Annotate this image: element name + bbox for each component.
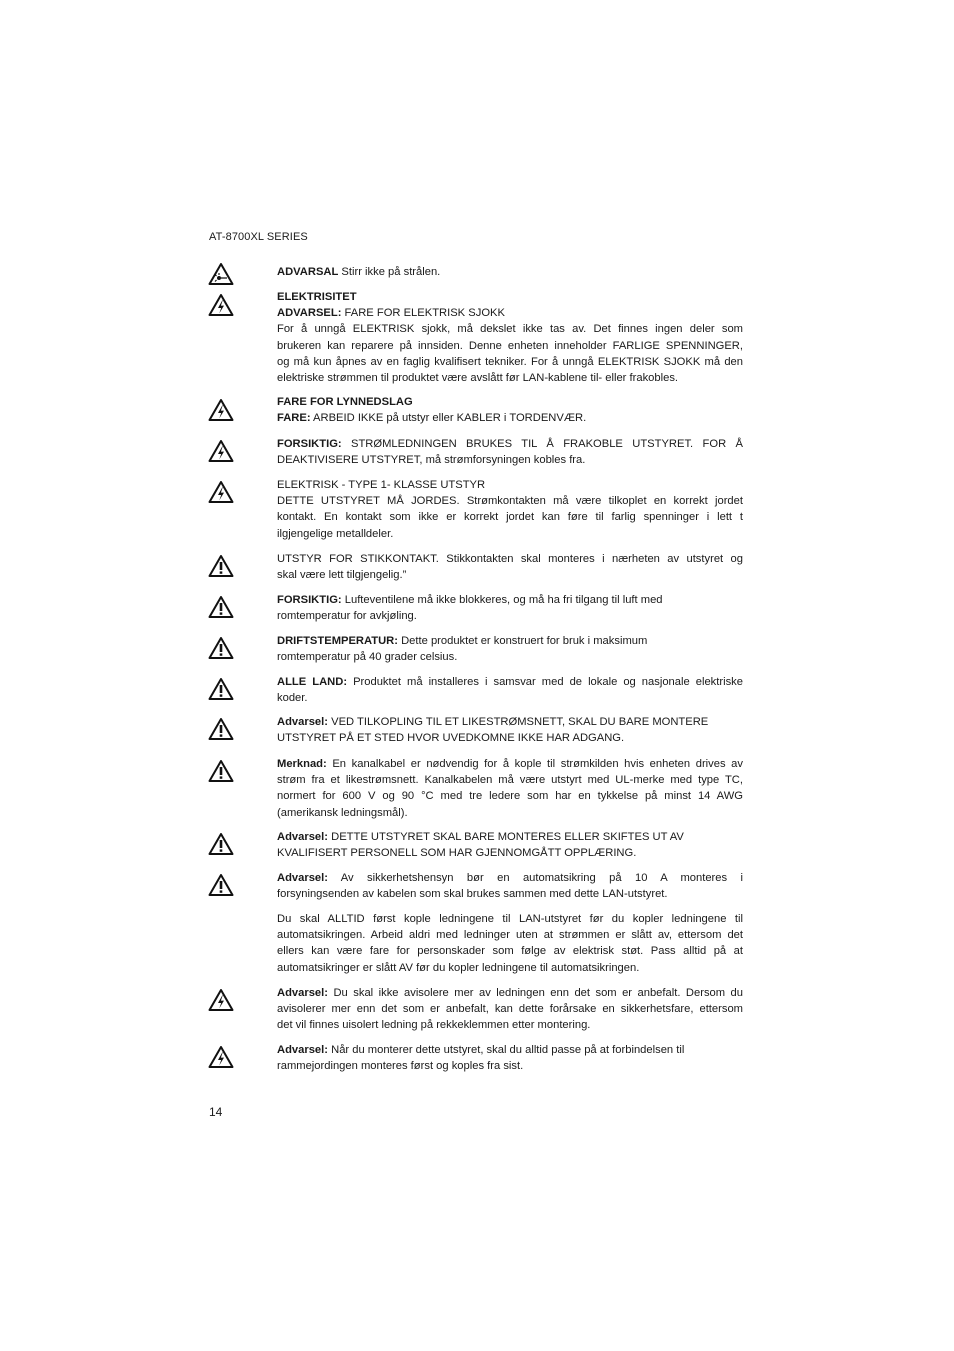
caution-icon: [208, 595, 234, 619]
bold-label: ELEKTRISITET: [277, 291, 357, 303]
warning-text-block: [277, 1042, 743, 1074]
warning-text-block: [277, 477, 743, 542]
warning-text-block: [277, 264, 743, 280]
caution-icon: [208, 636, 234, 660]
bold-label: ADVARSEL:: [277, 307, 342, 320]
text-line: [277, 730, 743, 746]
body-text: brukeren kan reparere på innsiden. Denne enheten inneholder FARLIGE SPENNINGER,: [277, 339, 743, 352]
bold-label: Advarsel:: [277, 872, 328, 884]
text-line: [277, 649, 743, 665]
lightning-warning-icon: [208, 398, 234, 422]
text-line: [277, 338, 743, 354]
body-text: DEAKTIVISERE UTSTYRET, må strømforsyningen kobles fra.: [277, 454, 586, 467]
text-line: [277, 370, 743, 386]
text-line: [277, 477, 743, 493]
caution-icon: [208, 832, 234, 856]
body-text: romtemperatur for avkjøling.: [277, 610, 417, 623]
electric-shock-warning-icon: [208, 1045, 234, 1069]
bold-label: Advarsel:: [277, 987, 328, 999]
body-text: forsyningsenden av kabelen som skal brukes sammen med dette LAN-utstyret.: [277, 888, 668, 901]
text-line: [277, 886, 743, 902]
caution-icon: [208, 759, 234, 783]
text-line: [277, 551, 743, 567]
text-line: [277, 756, 743, 772]
text-line: [277, 436, 743, 452]
body-text: UTSTYRET PÅ ET STED HVOR UVEDKOMNE IKKE HAR ADGANG.: [277, 732, 625, 745]
warning-text-block: [277, 289, 743, 386]
body-text: DETTE UTSTYRET SKAL BARE MONTERES ELLER SKIFTES UT AV: [328, 831, 684, 843]
laser-warning-icon: [208, 262, 234, 286]
text-line: [277, 845, 743, 861]
text-line: [277, 509, 743, 525]
text-line: [277, 1001, 743, 1017]
text-line: [277, 633, 743, 649]
text-line: [277, 985, 743, 1001]
body-text: (amerikansk ledningsmål).: [277, 806, 408, 819]
electric-shock-warning-icon: [208, 293, 234, 317]
text-line: [277, 829, 743, 845]
text-line: [277, 943, 743, 959]
electric-shock-warning-icon: [208, 439, 234, 463]
body-text: For å unngå ELEKTRISK sjokk, må dekslet ikke tas av. Det finnes ingen deler som: [277, 323, 743, 336]
text-line: [277, 1058, 743, 1074]
bold-label: FORSIKTIG:: [277, 594, 342, 606]
text-line: [277, 805, 743, 821]
warning-text-block: [277, 829, 743, 861]
body-text: Produktet må installeres i samsvar med de lokale og nasjonale elektriske: [347, 676, 743, 688]
text-line: [277, 960, 743, 976]
text-line: [277, 1042, 743, 1058]
bold-label: Advarsel:: [277, 1044, 328, 1056]
body-text: Du skal ALLTID først kople ledningene til LAN-utstyret før du kopler ledningene til: [277, 913, 743, 925]
page-number: 14: [209, 1105, 223, 1119]
body-text: kontakt. En kontakt som ikke er korrekt jordet kan føre til farlig spenninger i lett t: [277, 511, 743, 524]
text-line: [277, 526, 743, 542]
text-line: [277, 674, 743, 690]
text-line: [277, 493, 743, 509]
warning-text-block: [277, 436, 743, 468]
body-text: Når du monterer dette utstyret, skal du alltid passe på at forbindelsen til: [328, 1044, 685, 1056]
caution-icon: [208, 873, 234, 897]
warning-text-block: [277, 714, 743, 746]
bold-label: ALLE LAND:: [277, 676, 348, 688]
bold-label: FORSIKTIG:: [277, 438, 342, 450]
text-line: [277, 927, 743, 943]
body-text: normert for 600 V og 90 °C med tre ledere som har en tykkelse på minst 14 AWG: [277, 790, 743, 803]
text-line: [277, 911, 743, 927]
body-text: Du skal ikke avisolere mer av ledningen enn det som er anbefalt. Dersom du: [328, 987, 743, 999]
body-text: skal være lett tilgjengelig.”: [277, 569, 407, 582]
body-text: Stirr ikke på strålen.: [338, 266, 441, 278]
text-line: [277, 452, 743, 468]
body-text: strøm fra et likestrømsnett. Kanalkabelen må være utstyrt med UL-merke med type TC,: [277, 774, 743, 787]
warning-text-block: [277, 911, 743, 976]
text-line: [277, 354, 743, 370]
text-line: [277, 608, 743, 624]
body-text: UTSTYR FOR STIKKONTAKT. Stikkontakten skal monteres i nærheten av utstyret og: [277, 553, 743, 565]
text-line: [277, 592, 743, 608]
body-text: VED TILKOPLING TIL ET LIKESTRØMSNETT, SKAL DU BARE MONTERE: [328, 716, 709, 728]
text-line: [277, 870, 743, 886]
text-line: [277, 305, 743, 321]
body-text: ilgjengelige metalldeler.: [277, 527, 394, 540]
bold-label: FARE:: [277, 412, 311, 425]
text-line: [277, 410, 743, 426]
text-line: [277, 264, 743, 280]
body-text: FARE FOR ELEKTRISK SJOKK: [341, 307, 505, 320]
warning-text-block: [277, 674, 743, 706]
body-text: rammejordingen monteres først og koples fra sist.: [277, 1060, 524, 1073]
bold-label: Merknad:: [277, 758, 327, 770]
body-text: romtemperatur på 40 grader celsius.: [277, 651, 458, 664]
caution-icon: [208, 554, 234, 578]
body-text: Dette produktet er konstruert for bruk i maksimum: [397, 635, 648, 647]
text-line: [277, 289, 743, 305]
bold-label: DRIFTSTEMPERATUR:: [277, 635, 398, 647]
body-text: ELEKTRISK - TYPE 1- KLASSE UTSTYR: [277, 479, 486, 491]
caution-icon: [208, 717, 234, 741]
text-line: [277, 690, 743, 706]
running-header: AT-8700XL SERIES: [209, 231, 308, 243]
bold-label: Advarsel:: [277, 716, 328, 728]
caution-icon: [208, 677, 234, 701]
body-text: STRØMLEDNINGEN BRUKES TIL Å FRAKOBLE UTSTYRET. FOR Å: [341, 438, 743, 450]
text-line: [277, 788, 743, 804]
text-line: [277, 772, 743, 788]
body-text: ARBEID IKKE på utstyr eller KABLER i TORDENVÆR.: [310, 412, 587, 425]
warning-text-block: [277, 592, 743, 624]
bold-label: FARE FOR LYNNEDSLAG: [277, 396, 413, 408]
text-line: [277, 1017, 743, 1033]
text-line: [277, 714, 743, 730]
body-text: automatsikringer er slått AV før du kopler ledningene til automatsikringen.: [277, 961, 640, 974]
warning-text-block: [277, 870, 743, 902]
warning-text-block: [277, 756, 743, 821]
body-text: automatsikringen. Arbeid aldri med ledninger uten at strømmen er slått av, ettersom det: [277, 929, 743, 942]
body-text: DETTE UTSTYRET MÅ JORDES. Strømkontakten må være tilkoplet en korrekt jordet: [277, 495, 743, 508]
bold-label: ADVARSAL: [277, 266, 339, 278]
body-text: det vil finnes uisolert ledning på rekkeklemmen etter montering.: [277, 1019, 591, 1032]
warning-text-block: [277, 985, 743, 1034]
body-text: En kanalkabel er nødvendig for å kople til strømkilden hvis enheten drives av: [326, 758, 743, 770]
electric-shock-warning-icon: [208, 480, 234, 504]
body-text: Lufteventilene må ikke blokkeres, og må ha fri tilgang til luft med: [341, 594, 663, 606]
body-text: koder.: [277, 692, 308, 705]
electric-shock-warning-icon: [208, 988, 234, 1012]
body-text: og må kun åpnes av en faglig kvalifisert tekniker. For å unngå ELEKTRISK SJOKK må den: [277, 355, 743, 368]
text-line: [277, 567, 743, 583]
text-line: [277, 321, 743, 337]
warning-text-block: [277, 394, 743, 426]
body-text: avisolerer mer enn det som er anbefalt, kan dette forårsake en sikkerhetsfare, ettersom: [277, 1003, 743, 1016]
warning-text-block: [277, 551, 743, 583]
bold-label: Advarsel:: [277, 831, 328, 843]
body-text: Av sikkerhetshensyn bør en automatsikring på 10 A monteres i: [328, 872, 743, 884]
body-text: elektriske strømmen til produktet være avslått før LAN-kablene til- eller frakobles.: [277, 372, 679, 385]
warning-text-block: [277, 633, 743, 665]
body-text: KVALIFISERT PERSONELL SOM HAR GJENNOMGÅTT OPPLÆRING.: [277, 847, 637, 860]
body-text: ellers kan være fare for personskader som følge av elektrisk støt. Pass alltid på at: [277, 945, 743, 958]
text-line: [277, 394, 743, 410]
